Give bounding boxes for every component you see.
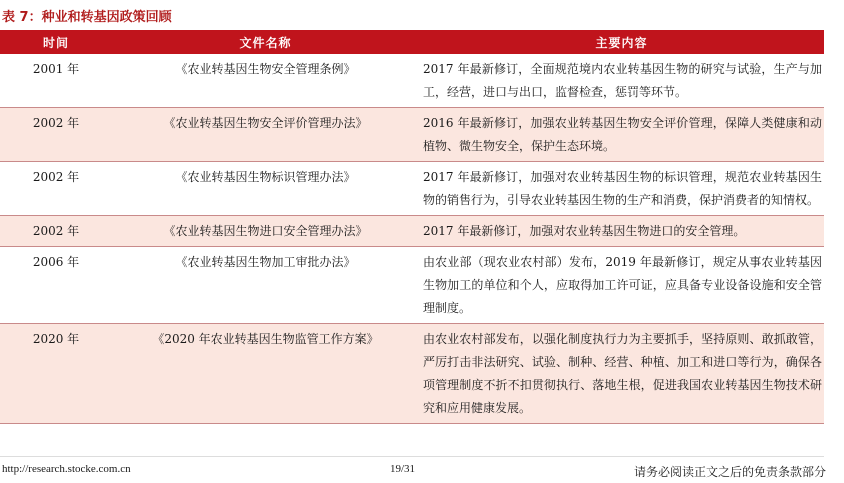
footer-url[interactable]: http://research.stocke.com.cn [2,463,131,475]
row-doc: 《农业转基因生物进口安全管理办法》 [112,216,419,247]
table-row [0,324,824,424]
row-doc: 《农业转基因生物安全管理条例》 [112,54,419,108]
page-footer [0,459,830,479]
row-year: 2020 年 [0,324,112,424]
table-row [0,108,824,162]
table-row [0,54,824,108]
row-year: 2002 年 [0,162,112,216]
policy-table [0,30,824,424]
row-year: 2001 年 [0,54,112,108]
row-doc: 《农业转基因生物标识管理办法》 [112,162,419,216]
row-content: 2017 年最新修订，加强对农业转基因生物的标识管理，规范农业转基因生物的销售行为，引导农业转基因生物的生产和消费，保护消费者的知情权。 [419,162,824,216]
table-row [0,247,824,324]
table-row [0,216,824,247]
table-row [0,162,824,216]
row-doc: 《2020 年农业转基因生物监管工作方案》 [112,324,419,424]
row-content: 由农业部（现农业农村部）发布，2019 年最新修订，规定从事农业转基因生物加工的单位和个人，应取得加工许可证，应具备专业设备设施和安全管理制度。 [419,247,824,324]
row-content: 由农业农村部发布，以强化制度执行力为主要抓手，坚持原则、敢抓敢管，严厉打击非法研究、试验、制种、经营、种植、加工和进口等行为，确保各项管理制度不折不扣贯彻执行、落地生根，促进我国农业转基因生物技术研究和应用健康发展。 [419,324,824,424]
header-time: 时间 [0,30,112,54]
row-content: 2017 年最新修订，全面规范境内农业转基因生物的研究与试验，生产与加工，经营，进口与出口，监督检查，惩罚等环节。 [419,54,824,108]
header-doc: 文件名称 [112,30,419,54]
table-header-row [0,30,824,54]
page-number: 19/31 [390,463,416,475]
footer-disclaimer: 请务必阅读正文之后的免责条款部分 [633,465,826,479]
row-year: 2002 年 [0,216,112,247]
footer-divider [0,456,824,457]
row-doc: 《农业转基因生物安全评价管理办法》 [112,108,419,162]
row-content: 2017 年最新修订，加强对农业转基因生物进口的安全管理。 [419,216,824,247]
row-content: 2016 年最新修订，加强农业转基因生物安全评价管理，保障人类健康和动植物、微生物安全，保护生态环境。 [419,108,824,162]
row-year: 2006 年 [0,247,112,324]
header-content: 主要内容 [419,30,824,54]
row-year: 2002 年 [0,108,112,162]
row-doc: 《农业转基因生物加工审批办法》 [112,247,419,324]
table-caption: 表 7：种业和转基因政策回顾 [2,10,172,25]
